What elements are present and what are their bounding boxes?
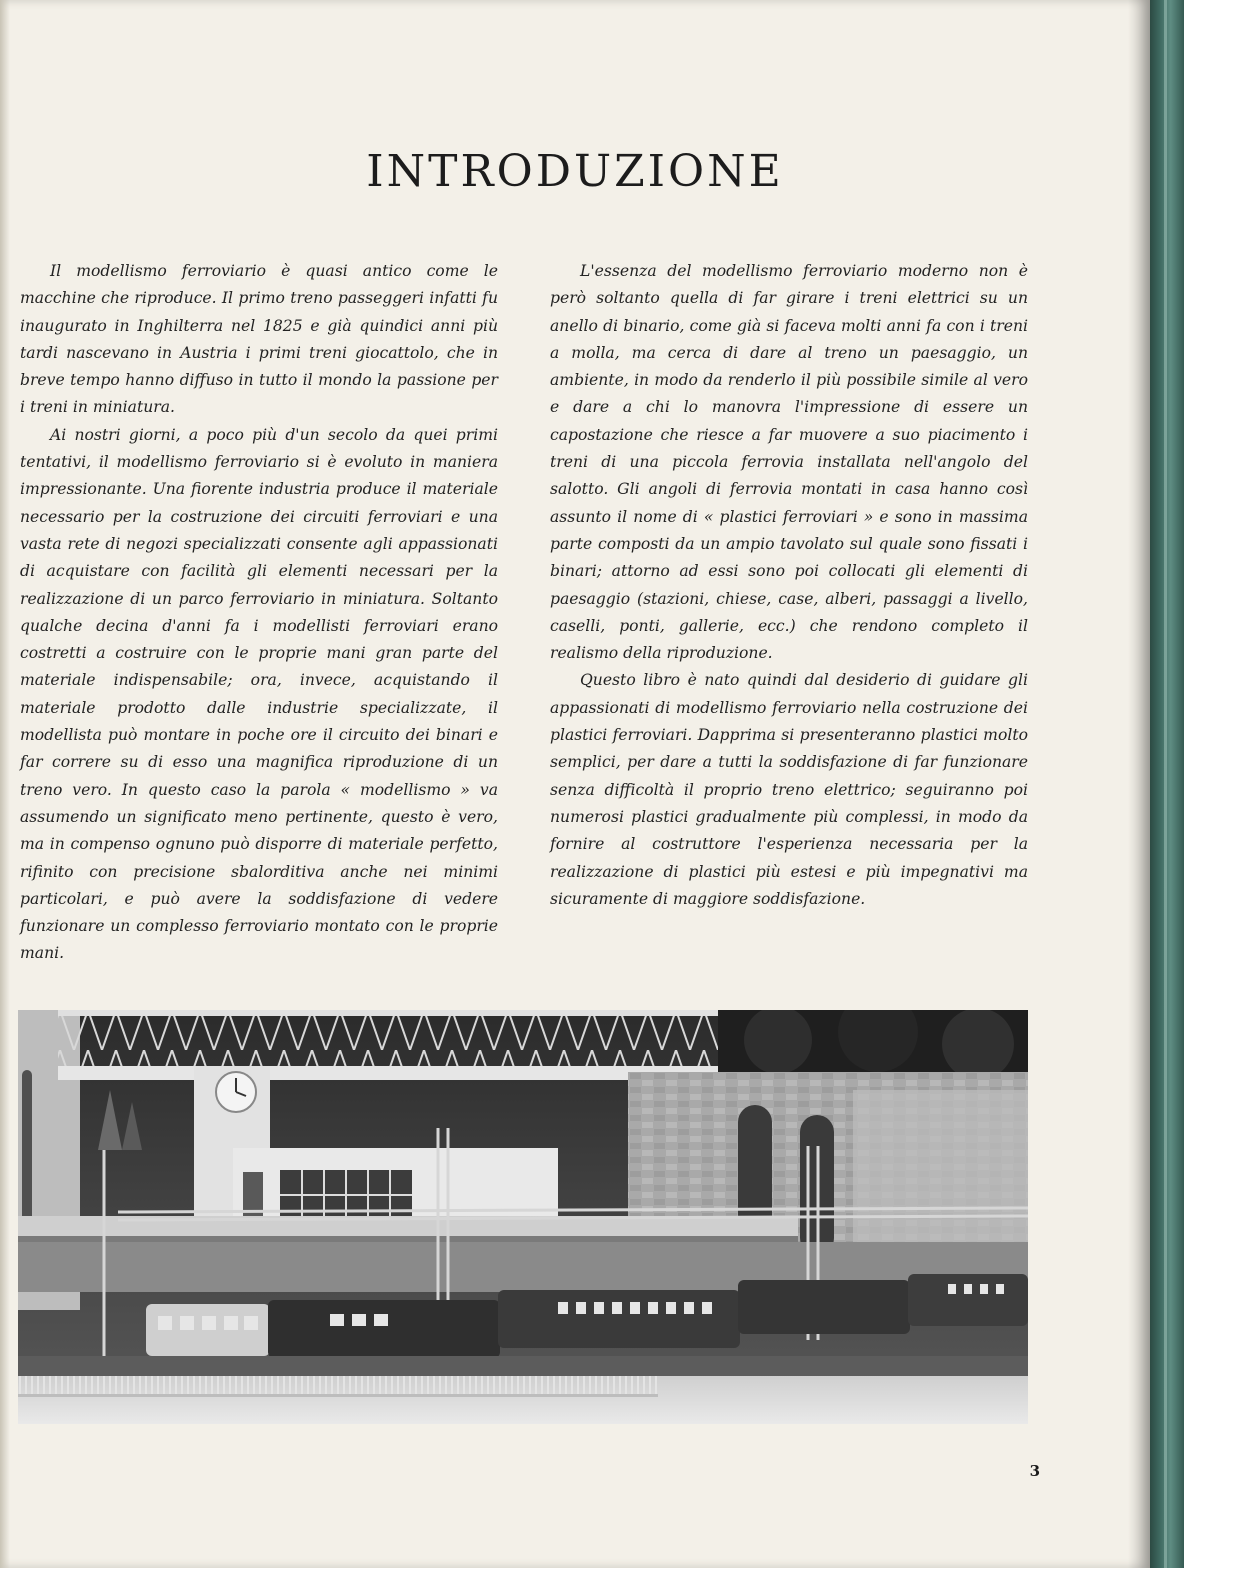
paragraph: L'essenza del modellismo ferroviario moderno non è però soltanto quella di far girare i treni elettrici su un anello di binario, come già si faceva molti anni fa con i treni a molla, ma cerca di dare al treno un paesaggio, un ambiente, in modo da renderlo il più possibile simile al vero e dare a chi lo manovra l'impressione di essere un capostazione che riesce a far muovere a suo piacimento i treni di una piccola ferrovia installata nell'angolo del salotto. Gli angoli di ferrovia montati in casa hanno così assunto il nome di « plastici ferroviari » e sono in massima parte composti da un ampio tavolato sul quale sono fissati i binari; attorno ad essi sono poi collocati gli elementi di paesaggio (stazioni, chiese, case, alberi, passaggi a livello, caselli, ponti, gallerie, ecc.) che rendono completo il realismo della riproduzione. xyxy=(550,262,1028,663)
scan-margin xyxy=(0,1568,1250,1576)
page-number: 3 xyxy=(1029,1462,1040,1480)
paragraph: Questo libro è nato quindi dal desiderio di guidare gli appassionati di modellismo ferroviario nella costruzione dei plastici ferroviari. Dapprima si presenteranno plastici molto semplici, per dare a tutti la soddisfazione di far funzionare senza difficoltà il proprio treno elettrico; seguiranno poi numerosi plastici gradualmente più complessi, in modo da fornire al costruttore l'esperienza necessaria per la realizzazione di plastici più estesi e più impegnativi ma sicuramente di maggiore soddisfazione. xyxy=(550,671,1028,908)
model-railway-photo xyxy=(18,1010,1028,1424)
paragraph: Il modellismo ferroviario è quasi antico come le macchine che riproduce. Il primo treno passeggeri infatti fu inaugurato in Inghilterra nel 1825 e già quindici anni più tardi nascevano in Austria i primi treni giocattolo, che in breve tempo hanno diffuso in tutto il mondo la passione per i treni in miniatura. xyxy=(20,262,498,417)
text-column-right xyxy=(550,258,1028,913)
text-column-left xyxy=(20,258,498,968)
cover-stripe xyxy=(1164,0,1167,1568)
gutter-shadow xyxy=(1128,0,1150,1568)
book-cover-edge xyxy=(1150,0,1184,1568)
page-edge-shadow xyxy=(0,0,10,1568)
page-title: INTRODUZIONE xyxy=(366,146,784,197)
paragraph: Ai nostri giorni, a poco più d'un secolo da quei primi tentativi, il modellismo ferroviario si è evoluto in maniera impressionante. Una fiorente industria produce il materiale necessario per la costruzione dei circuiti ferroviari e una vasta rete di negozi specializzati consente agli appassionati di acquistare con facilità gli elementi necessari per la realizzazione di un parco ferroviario in miniatura. Soltanto qualche decina d'anni fa i modellisti ferroviari erano costretti a costruire con le proprie mani gran parte del materiale indispensabile; ora, invece, acquistando il materiale prodotto dalle industrie specializzate, il modellista può montare in poche ore il circuito dei binari e far correre su di esso una magnifica riproduzione di un treno vero. In questo caso la parola « modellismo » va assumendo un significato meno pertinente, questo è vero, ma in compenso ognuno può disporre di materiale perfetto, rifinito con precisione sbalorditiva anche nei minimi particolari, e può avere la soddisfazione di vedere funzionare un complesso ferroviario montato con le proprie mani. xyxy=(20,425,498,963)
